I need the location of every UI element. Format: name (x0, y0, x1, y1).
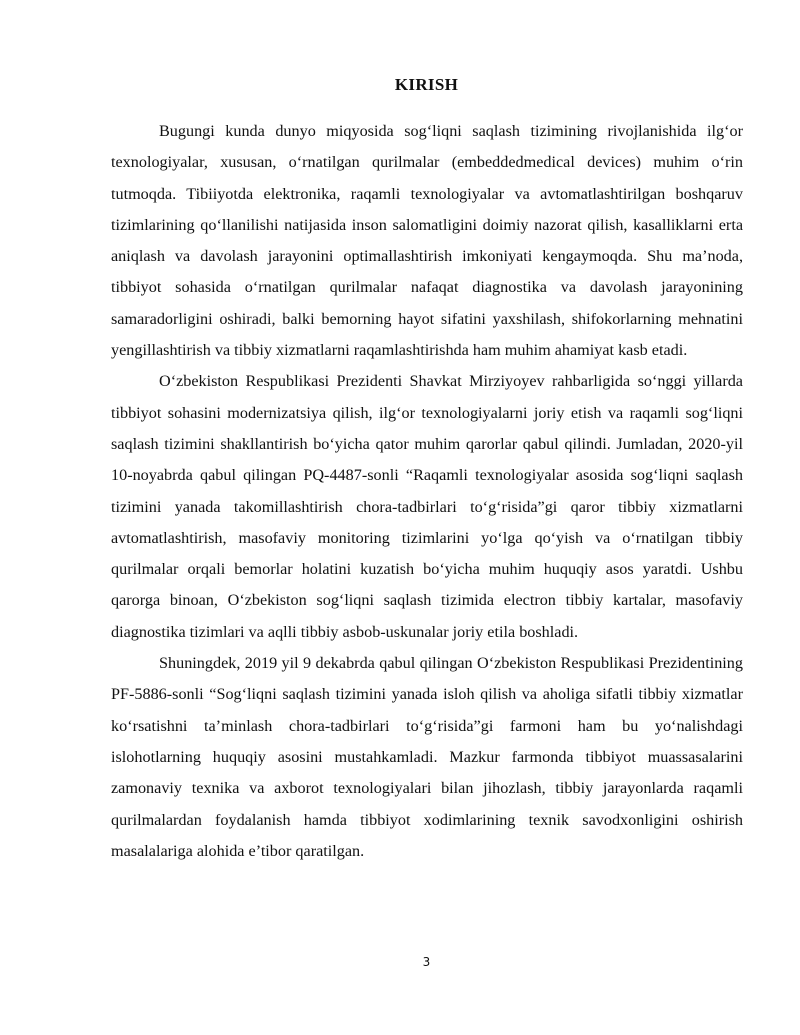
paragraph-2: O‘zbekiston Respublikasi Prezidenti Shavkat Mirziyoyev rahbarligida so‘nggi yillarda tibbiyot sohasini modernizatsiya qilish, ilg‘or texnologiyalarni joriy etish va raqamli sog‘liqni saqlash tizimini shakllantirish bo‘yicha qator muhim qarorlar qabul qilindi. Jumladan, 2020-yil 10-noyabrda qabul qilingan PQ-4487-sonli “Raqamli texnologiyalar asosida sog‘liqni saqlash tizimini yanada takomillashtirish chora-tadbirlari to‘g‘risida”gi qaror tibbiy xizmatlarni avtomatlashtirish, masofaviy monitoring tizimlarini yo‘lga qo‘yish va o‘rnatilgan tibbiy qurilmalar orqali bemorlar holatini kuzatish bo‘yicha muhim huquqiy asos yaratdi. Ushbu qarorga binoan, O‘zbekiston sog‘liqni saqlash tizimida electron tibbiy kartalar, masofaviy diagnostika tizimlari va aqlli tibbiy asbob-uskunalar joriy etila boshladi. (111, 372, 743, 641)
page-number: 3 (422, 955, 431, 969)
paragraph-1: Bugungi kunda dunyo miqyosida sog‘liqni saqlash tizimining rivojlanishida ilg‘or texnologiyalar, xususan, o‘rnatilgan qurilmalar (embeddedmedical devices) muhim o‘rin tutmoqda. Tibiiyotda elektronika, raqamli texnologiyalar va avtomatlashtirilgan boshqaruv tizimlarining qo‘llanilishi natijasida inson salomatligini doimiy nazorat qilish, kasalliklarni erta aniqlash va davolash jarayonini optimallashtirish imkoniyati kengaymoqda. Shu ma’noda, tibbiyot sohasida o‘rnatilgan qurilmalar nafaqat diagnostika va davolash jarayonining samaradorligini oshiradi, balki bemorning hayot sifatini yaxshilash, shifokorlarning mehnatini yengillashtirish va tibbiy xizmatlarni raqamlashtirishda ham muhim ahamiyat kasb etadi. (111, 122, 743, 360)
section-title: KIRISH (394, 75, 459, 94)
body-text (111, 116, 743, 867)
paragraph-3: Shuningdek, 2019 yil 9 dekabrda qabul qilingan O‘zbekiston Respublikasi Prezidentining PF-5886-sonli “Sog‘liqni saqlash tizimini yanada isloh qilish va aholiga sifatli tibbiy xizmatlar ko‘rsatishni ta’minlash chora-tadbirlari to‘g‘risida”gi farmoni ham bu yo‘nalishdagi islohotlarning huquqiy asosini mustahkamladi. Mazkur farmonda tibbiyot muassasalarini zamonaviy texnika va axborot texnologiyalari bilan jihozlash, tibbiy jarayonlarda raqamli qurilmalardan foydalanish hamda tibbiyot xodimlarining texnik savodxonligini oshirish masalalariga alohida e’tibor qaratilgan. (111, 654, 743, 860)
